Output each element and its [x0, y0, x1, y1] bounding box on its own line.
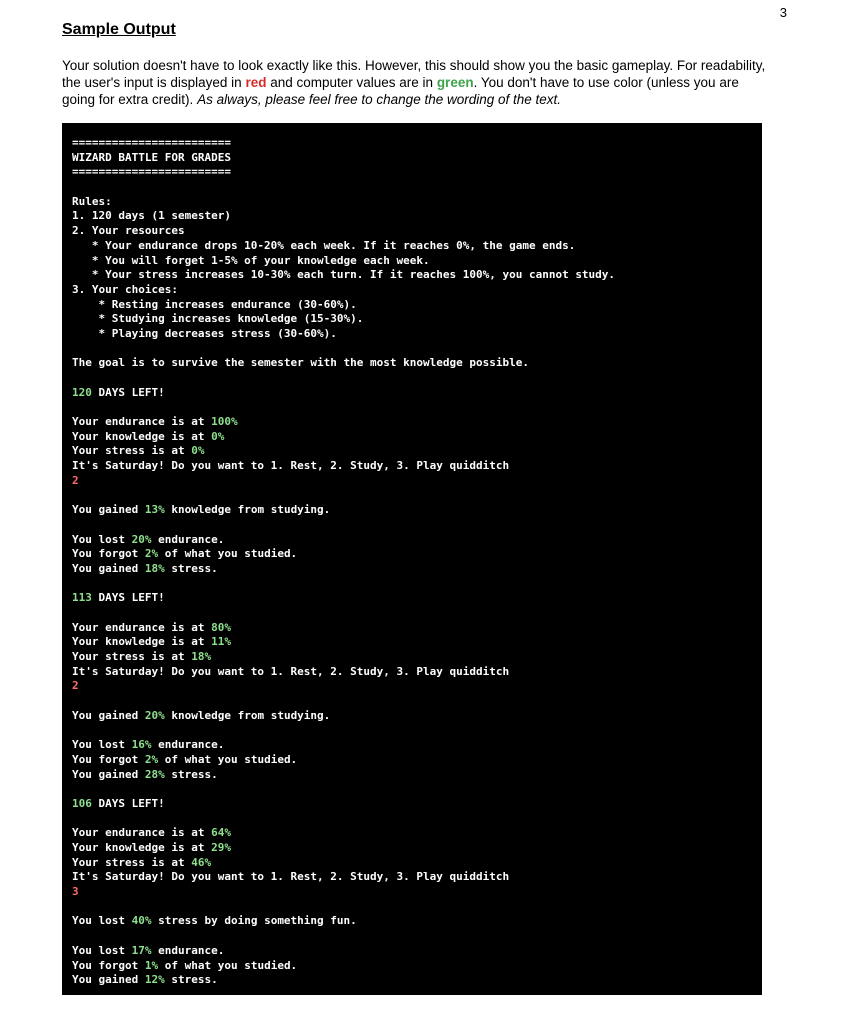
- stress-value: 0%: [191, 444, 205, 458]
- user-choice: 2: [72, 679, 79, 693]
- lost-value: 17%: [131, 943, 152, 957]
- lost-value: 20%: [131, 532, 152, 546]
- text: You forgot: [72, 958, 145, 972]
- blank-line: [72, 606, 752, 621]
- days-label: DAYS LEFT!: [91, 385, 165, 399]
- knowledge-value: 11%: [211, 635, 231, 649]
- intro-italic: As always, please feel free to change the wording of the text.: [197, 92, 562, 107]
- days-value: 120: [72, 385, 92, 399]
- turn-list: [72, 386, 752, 988]
- user-choice: 3: [72, 885, 79, 899]
- endurance-loss-line: [72, 738, 752, 753]
- blank-line: [72, 371, 752, 386]
- endurance-value: 100%: [211, 415, 238, 429]
- days-value: 113: [72, 591, 92, 605]
- rules-header: Rules:: [72, 194, 112, 208]
- blank-line: [72, 812, 752, 827]
- game-title: WIZARD BATTLE FOR GRADES: [72, 150, 231, 164]
- user-input-line: [72, 679, 752, 694]
- text: stress.: [164, 973, 218, 987]
- lost-value: 16%: [131, 738, 152, 752]
- intro-text: and computer values are in: [266, 75, 437, 90]
- stress-value: 46%: [191, 855, 212, 869]
- text: endurance.: [151, 738, 225, 752]
- separator-line: ========================: [72, 136, 231, 149]
- blank-line: [72, 694, 752, 709]
- intro-text: Your solution doesn't have to look exactly like this. However, this should show you the basic gameplay. For readability, the user's input is displayed in: [62, 58, 766, 90]
- prompt-line: [72, 665, 752, 680]
- stress-gain-line: [72, 768, 752, 783]
- text: You forgot: [72, 752, 145, 766]
- terminal-output: [62, 123, 762, 995]
- text: You lost: [72, 943, 132, 957]
- endurance-label: Your endurance is at: [72, 620, 212, 634]
- days-left-line: [72, 386, 752, 401]
- text: endurance.: [151, 532, 225, 546]
- stress-line: [72, 650, 752, 665]
- blank-line: [72, 900, 752, 915]
- rule-line: * Studying increases knowledge (15-30%).: [72, 312, 364, 326]
- text: You lost: [72, 532, 132, 546]
- stress-gain-line: [72, 562, 752, 577]
- endurance-line: [72, 826, 752, 841]
- action-value: 13%: [144, 503, 165, 517]
- action-result-line: [72, 503, 752, 518]
- user-choice: 2: [72, 473, 79, 487]
- action-result-line: [72, 709, 752, 724]
- green-word: green: [436, 75, 474, 90]
- forgot-value: 1%: [144, 958, 159, 972]
- forget-line: [72, 753, 752, 768]
- text: You forgot: [72, 547, 145, 561]
- prompt-text: It's Saturday! Do you want to 1. Rest, 2. Study, 3. Play quidditch: [72, 459, 510, 473]
- text: You lost: [72, 738, 132, 752]
- blank-line: [72, 489, 752, 504]
- action-result-line: [72, 914, 752, 929]
- text: stress.: [164, 767, 218, 781]
- gained-value: 12%: [144, 973, 165, 987]
- gained-value: 18%: [144, 561, 165, 575]
- prompt-line: [72, 870, 752, 885]
- action-value: 40%: [131, 914, 152, 928]
- rule-line: 2. Your resources: [72, 224, 185, 238]
- knowledge-line: [72, 430, 752, 445]
- stress-line: [72, 856, 752, 871]
- blank-line: [72, 577, 752, 592]
- forget-line: [72, 959, 752, 974]
- stress-value: 18%: [191, 650, 212, 664]
- blank-line: [72, 782, 752, 797]
- rule-line: * Resting increases endurance (30-60%).: [72, 297, 357, 311]
- text: You gained: [72, 767, 145, 781]
- knowledge-label: Your knowledge is at: [72, 635, 212, 649]
- prompt-text: It's Saturday! Do you want to 1. Rest, 2. Study, 3. Play quidditch: [72, 664, 510, 678]
- forgot-value: 2%: [144, 547, 159, 561]
- prompt-line: [72, 459, 752, 474]
- action-text: You gained: [72, 503, 145, 517]
- endurance-label: Your endurance is at: [72, 415, 212, 429]
- user-input-line: [72, 474, 752, 489]
- action-text: stress by doing something fun.: [151, 914, 357, 928]
- endurance-line: [72, 415, 752, 430]
- days-label: DAYS LEFT!: [91, 796, 165, 810]
- knowledge-label: Your knowledge is at: [72, 429, 212, 443]
- text: endurance.: [151, 943, 225, 957]
- days-label: DAYS LEFT!: [91, 591, 165, 605]
- endurance-label: Your endurance is at: [72, 826, 212, 840]
- knowledge-value: 29%: [211, 841, 231, 854]
- action-text: You lost: [72, 914, 132, 928]
- blank-line: [72, 724, 752, 739]
- blank-line: [72, 929, 752, 944]
- rule-line: * Your endurance drops 10-20% each week. If it reaches 0%, the game ends.: [72, 238, 576, 252]
- gained-value: 28%: [144, 767, 165, 781]
- stress-label: Your stress is at: [72, 650, 192, 664]
- blank-line: [72, 180, 752, 195]
- rule-line: * Your stress increases 10-30% each turn. If it reaches 100%, you cannot study.: [72, 268, 616, 282]
- red-word: red: [245, 75, 267, 90]
- endurance-value: 80%: [211, 620, 231, 634]
- stress-label: Your stress is at: [72, 444, 192, 458]
- text: You gained: [72, 973, 145, 987]
- blank-line: [72, 518, 752, 533]
- text: You gained: [72, 561, 145, 575]
- stress-gain-line: [72, 973, 752, 988]
- text: of what you studied.: [158, 752, 298, 766]
- rule-line: * Playing decreases stress (30-60%).: [72, 326, 337, 340]
- stress-label: Your stress is at: [72, 855, 192, 869]
- action-text: knowledge from studying.: [164, 503, 331, 517]
- text: of what you studied.: [158, 958, 298, 972]
- action-text: You gained: [72, 708, 145, 722]
- endurance-line: [72, 621, 752, 636]
- days-value: 106: [72, 796, 92, 810]
- knowledge-label: Your knowledge is at: [72, 841, 212, 854]
- text: of what you studied.: [158, 547, 298, 561]
- blank-line: [72, 342, 752, 357]
- user-input-line: [72, 885, 752, 900]
- intro-text: . You don't have to use color (unless you are going for extra credit).: [62, 75, 739, 107]
- knowledge-line: [72, 635, 752, 650]
- prompt-text: It's Saturday! Do you want to 1. Rest, 2. Study, 3. Play quidditch: [72, 870, 510, 884]
- endurance-loss-line: [72, 533, 752, 548]
- action-value: 20%: [144, 708, 165, 722]
- days-left-line: [72, 797, 752, 812]
- page-number: 3: [779, 5, 787, 20]
- endurance-loss-line: [72, 944, 752, 959]
- stress-line: [72, 444, 752, 459]
- forgot-value: 2%: [144, 752, 159, 766]
- rule-line: * You will forget 1-5% of your knowledge each week.: [72, 253, 430, 267]
- goal-line: The goal is to survive the semester with the most knowledge possible.: [72, 356, 529, 370]
- rule-line: 1. 120 days (1 semester): [72, 209, 231, 223]
- separator-line: ========================: [72, 165, 231, 179]
- blank-line: [72, 400, 752, 415]
- forget-line: [72, 547, 752, 562]
- section-heading: Sample Output: [62, 21, 176, 38]
- endurance-value: 64%: [211, 826, 231, 840]
- text: stress.: [164, 561, 218, 575]
- days-left-line: [72, 591, 752, 606]
- rule-line: 3. Your choices:: [72, 282, 178, 296]
- intro-paragraph: [62, 57, 767, 108]
- action-text: knowledge from studying.: [164, 708, 331, 722]
- knowledge-line: [72, 841, 752, 856]
- knowledge-value: 0%: [211, 429, 225, 443]
